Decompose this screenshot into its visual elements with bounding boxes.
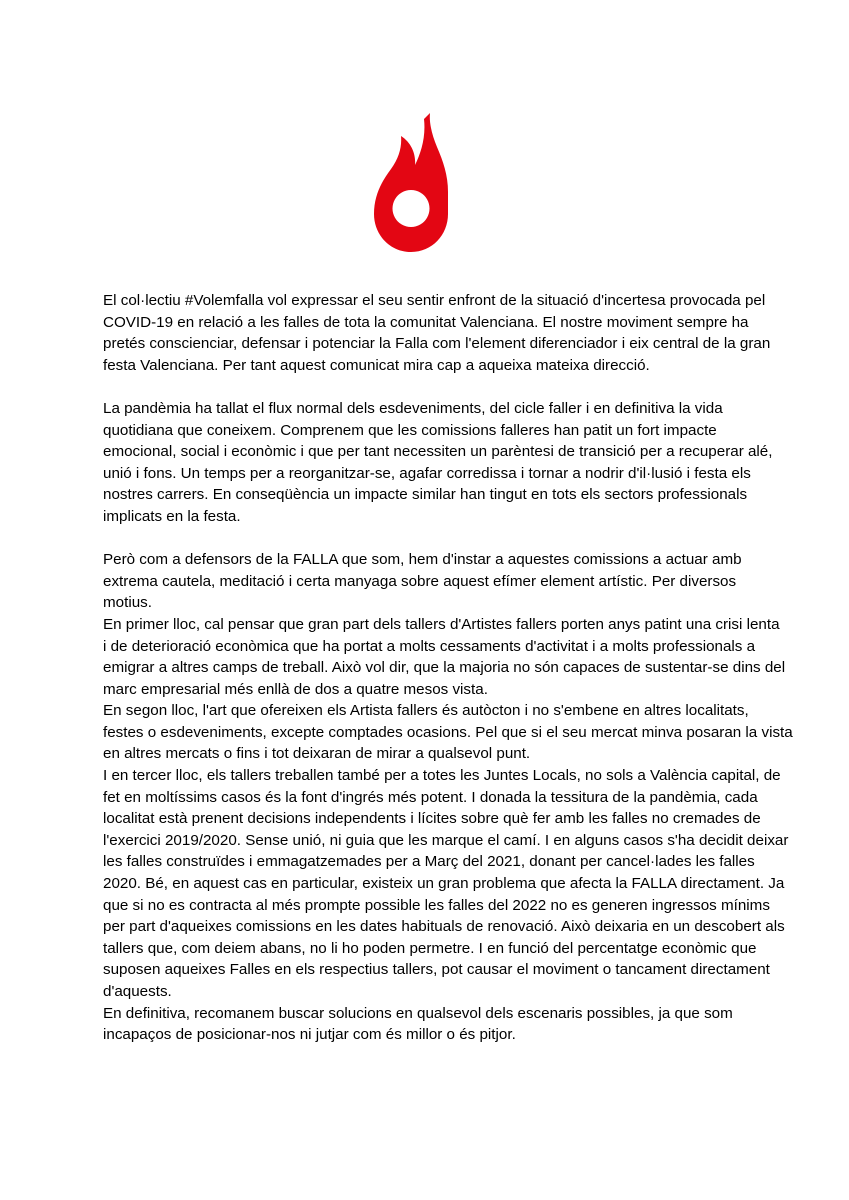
text-line: que si no es contracta al més prompte possible les falles del 2022 no es generen ingressos mínims	[103, 896, 770, 914]
text-line: i de deterioració econòmica que ha portat a molts cessaments d'activitat i a molts professionals a	[103, 637, 756, 655]
text-line: motius.	[103, 594, 152, 612]
paragraph-reasons	[103, 549, 793, 1046]
paragraph-spacer	[103, 376, 743, 398]
statement-body	[103, 290, 793, 1046]
paragraph-spacer	[103, 528, 743, 550]
text-line: localitat està prenent decisions independents i lícites sobre què fer amb les falles no cremades de	[103, 810, 761, 828]
text-line: COVID-19 en relació a les falles de tota la comunitat Valenciana. El nostre moviment sempre ha	[103, 313, 749, 331]
paragraph-intro	[103, 290, 771, 376]
text-line: unió i fons. Un temps per a reorganitzar-se, agafar corredissa i tornar a nodrir d'il·lusió i festa els	[103, 464, 751, 482]
text-line: quotidiana que coneixem. Comprenem que les comissions falleres han patit un fort impacte	[103, 421, 717, 439]
text-line: pretés conscienciar, defensar i potenciar la Falla com l'element diferenciador i eix central de la gran	[103, 335, 771, 353]
flame-logo	[374, 113, 448, 253]
text-line: emigrar a altres camps de treball. Això vol dir, que la majoria no són capaces de sustentar-se dins del	[103, 659, 786, 677]
text-line: les falles construïdes i emmagatzemades per a Març del 2021, donant per cancel·lades les falles	[103, 853, 755, 871]
text-line: d'aquests.	[103, 983, 172, 1000]
text-line: La pandèmia ha tallat el flux normal dels esdeveniments, del cicle faller i en definitiva la vida	[103, 399, 723, 417]
text-line: l'exercici 2019/2020. Sense unió, ni guia que les marque el camí. I en alguns casos s'ha decidit deixar	[103, 831, 789, 849]
text-line: en altres mercats o fins i tot deixaran de mirar a qualsevol punt.	[103, 745, 531, 763]
text-line: 2020. Bé, en aquest cas en particular, existeix un gran problema que afecta la FALLA directament. Ja	[103, 875, 785, 893]
text-line: En segon lloc, l'art que ofereixen els Artista fallers és autòcton i no s'embene en altres localitats,	[103, 702, 749, 720]
text-line: extrema cautela, meditació i certa manyaga sobre aquest efímer element artístic. Per diversos	[103, 572, 737, 590]
text-line: I en tercer lloc, els tallers treballen també per a totes les Juntes Locals, no sols a València capital, de	[103, 767, 781, 785]
text-line: festa Valenciana. Per tant aquest comunicat mira cap a aqueixa mateixa direcció.	[103, 356, 650, 374]
text-line: per part d'aqueixes comissions en les dates habituals de renovació. Això deixaria en un descobert als	[103, 918, 785, 936]
paragraph-pandemic	[103, 398, 773, 528]
text-line: tallers que, com deiem abans, no li ho poden permetre. I en funció del percentatge econòmic que	[103, 939, 757, 957]
text-line: nostres carrers. En conseqüència un impacte similar han tingut en tots els sectors professionals	[103, 486, 748, 504]
text-line: El col·lectiu #Volemfalla vol expressar el seu sentir enfront de la situació d'incertesa provocada pel	[103, 292, 766, 309]
text-line: emocional, social i econòmic i que per tant necessiten un parèntesi de transició per a recuperar alé,	[103, 443, 773, 461]
text-line: incapaços de posicionar-nos ni jutjar com és millor o és pitjor.	[103, 1026, 516, 1044]
text-line: Però com a defensors de la FALLA que som, hem d'instar a aquestes comissions a actuar amb	[103, 551, 742, 569]
text-line: fet en moltíssims casos és la font d'ingrés més potent. I donada la tessitura de la pandèmia, cada	[103, 788, 758, 806]
flame-icon	[374, 113, 448, 253]
text-line: festes o esdeveniments, excepte comptades ocasions. Pel que si el seu mercat minva posaran la vista	[103, 723, 793, 741]
text-line: En primer lloc, cal pensar que gran part dels tallers d'Artistes fallers porten anys patint una crisi lenta	[103, 615, 780, 633]
text-line: implicats en la festa.	[103, 507, 241, 525]
text-line: suposen aqueixes Falles en els respectius tallers, pot causar el moviment o tancament directament	[103, 961, 770, 979]
text-line: En definitiva, recomanem buscar solucions en qualsevol dels escenaris possibles, ja que som	[103, 1004, 733, 1022]
text-line: marc empresarial més enllà de dos a quatre mesos vista.	[103, 680, 488, 698]
